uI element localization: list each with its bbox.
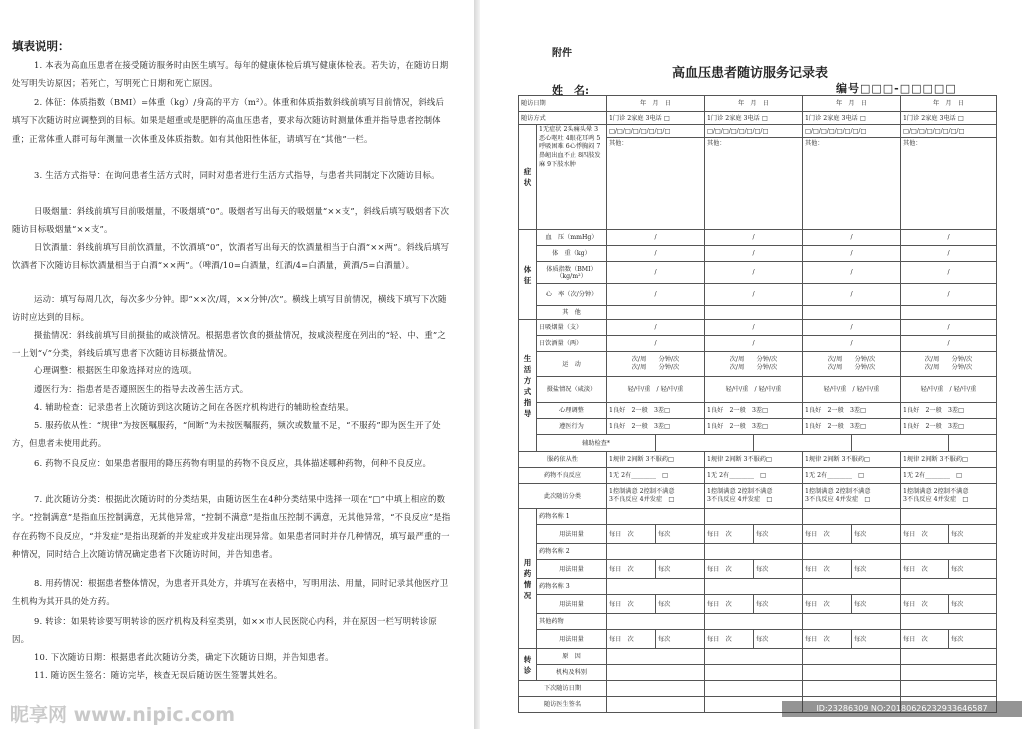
heart-rate-label: 心 率（次/分钟） bbox=[537, 284, 607, 306]
drug3-field-4[interactable] bbox=[901, 579, 997, 595]
usage2-daily-4[interactable]: 每日 次 bbox=[901, 560, 949, 579]
salt-field-1[interactable]: 轻/中/重 / 轻/中/重 bbox=[607, 377, 705, 403]
sign-other-label: 其 他 bbox=[537, 306, 607, 320]
instruction-para-salt: 摄盐情况：斜线前填写目前摄盐的咸淡情况。根据患者饮食的摄盐情况，按咸淡程度在列出的“轻、中、重”之一上划“√”分类，斜线后填写患者下次随访目标摄盐情况。 bbox=[12, 330, 446, 359]
salt-field-4[interactable]: 轻/中/重 / 轻/中/重 bbox=[901, 377, 997, 403]
weight-field-2[interactable]: / bbox=[705, 246, 803, 262]
form-row bbox=[519, 579, 997, 595]
form-row bbox=[519, 336, 997, 352]
instruction-para-3: 3. 生活方式指导：在询问患者生活方式时，同时对患者进行生活方式指导，与患者共同制定下次随访目标。 bbox=[34, 170, 440, 180]
heart-rate-field-2[interactable]: / bbox=[705, 284, 803, 306]
drug2-field-2[interactable] bbox=[705, 544, 803, 560]
drug2-label: 药物名称 2 bbox=[537, 544, 607, 560]
exercise-field-4[interactable] bbox=[901, 352, 997, 377]
visit-method-label: 随访方式 bbox=[519, 112, 607, 125]
drinking-field-3[interactable]: / bbox=[803, 336, 901, 352]
weight-label: 体 重（kg） bbox=[537, 246, 607, 262]
symptom-boxes-field-1[interactable]: □/□/□/□/□/□/□/□ bbox=[607, 125, 705, 138]
appendix-label: 附件 bbox=[552, 48, 572, 59]
usage2-each-2[interactable]: 每次 bbox=[754, 560, 803, 579]
smoking-field-1[interactable]: / bbox=[607, 320, 705, 336]
exercise-current: 次/周 分钟/次 bbox=[827, 356, 876, 363]
watermark-logo: 昵享网 www.nipic.com bbox=[10, 704, 236, 726]
form-row bbox=[519, 649, 997, 665]
form-title: 高血压患者随访服务记录表 bbox=[671, 66, 828, 81]
form-row bbox=[519, 509, 997, 525]
instruction-para-2: 2. 体征：体质指数（BMI）=体重（kg）/身高的平方（m²）。体重和体质指数斜线前填写目前情况，斜线后填写下次随访时应调整到的目标。如果是超重或是肥胖的高血压患者，要求每次随访时测量体重并指导患者控制体重；正常体重人群可每年测量一次体重及体质指数。如有其他阳性体征，请填写在“其他”一栏。 bbox=[12, 97, 445, 144]
usage3-each-3[interactable]: 每次 bbox=[852, 595, 901, 614]
form-row bbox=[519, 96, 997, 112]
salt-label: 摄盐情况（咸淡） bbox=[537, 377, 607, 403]
usage2-label: 用法用量 bbox=[537, 560, 607, 579]
symptom-other-field-4[interactable]: 其他： bbox=[901, 138, 997, 230]
form-row bbox=[519, 112, 997, 125]
exercise-current: 次/周 分钟/次 bbox=[631, 356, 680, 363]
next-date-field-4[interactable] bbox=[901, 681, 997, 697]
adverse-field-4[interactable]: 1无 2有________ □ bbox=[901, 468, 997, 484]
salt-field-3[interactable]: 轻/中/重 / 轻/中/重 bbox=[803, 377, 901, 403]
form-row bbox=[519, 262, 997, 284]
visit-date-field-1[interactable]: 年 月 日 bbox=[607, 96, 705, 112]
form-row bbox=[519, 377, 997, 403]
visit-date-field-4[interactable]: 年 月 日 bbox=[901, 96, 997, 112]
blood-pressure-field-3[interactable]: / bbox=[803, 230, 901, 246]
exercise-field-1[interactable] bbox=[607, 352, 705, 377]
adherence-label: 服药依从性 bbox=[519, 452, 607, 468]
blood-pressure-field-1[interactable]: / bbox=[607, 230, 705, 246]
symptom-boxes-field-3[interactable]: □/□/□/□/□/□/□/□ bbox=[803, 125, 901, 138]
usage3-daily-1[interactable]: 每日 次 bbox=[607, 595, 656, 614]
form-row bbox=[519, 630, 997, 649]
class-line-1: 1控制满意 2控制不满意 bbox=[805, 488, 871, 495]
compliance-field-3[interactable]: 1良好 2一般 3差□ bbox=[803, 419, 901, 435]
drinking-label: 日饮酒量（两） bbox=[537, 336, 607, 352]
instruction-para-11: 11. 随访医生签名：随访完毕，核查无误后随访医生签署其姓名。 bbox=[34, 670, 283, 680]
form-row bbox=[519, 125, 997, 138]
compliance-field-4[interactable]: 1良好 2一般 3差□ bbox=[901, 419, 997, 435]
compliance-field-1[interactable]: 1良好 2一般 3差□ bbox=[607, 419, 705, 435]
symptom-other-field-3[interactable]: 其他： bbox=[803, 138, 901, 230]
usage4-each-4[interactable]: 每次 bbox=[949, 630, 997, 649]
exercise-target: 次/周 分钟/次 bbox=[827, 364, 876, 371]
usage1-daily-2[interactable]: 每日 次 bbox=[705, 525, 754, 544]
sign-other-field-3[interactable] bbox=[803, 306, 901, 320]
drug1-field-2[interactable] bbox=[705, 509, 803, 525]
name-label: 姓 名: bbox=[552, 84, 590, 97]
class-line-2: 3不良反应 4并发症 □ bbox=[707, 496, 773, 503]
visit-method-field-2[interactable]: 1门诊 2家庭 3电话 □ bbox=[705, 112, 803, 125]
exercise-label: 运 动 bbox=[537, 352, 607, 377]
form-row bbox=[519, 468, 997, 484]
class-line-1: 1控制满意 2控制不满意 bbox=[903, 488, 969, 495]
aux-exam-field-3[interactable] bbox=[852, 435, 949, 452]
form-row bbox=[519, 435, 997, 452]
adverse-field-2[interactable]: 1无 2有________ □ bbox=[705, 468, 803, 484]
referral-org-label: 机构及科别 bbox=[537, 665, 607, 681]
usage1-daily-4[interactable]: 每日 次 bbox=[901, 525, 949, 544]
aux-exam-field-4[interactable] bbox=[949, 435, 997, 452]
exercise-current: 次/周 分钟/次 bbox=[924, 356, 973, 363]
usage1-each-2[interactable]: 每次 bbox=[754, 525, 803, 544]
form-row bbox=[519, 560, 997, 579]
class-line-2: 3不良反应 4并发症 □ bbox=[805, 496, 871, 503]
visit-method-field-4[interactable]: 1门诊 2家庭 3电话 □ bbox=[901, 112, 997, 125]
smoking-field-4[interactable]: / bbox=[901, 320, 997, 336]
instruction-para-10: 10. 下次随访日期：根据患者此次随访分类，确定下次随访日期，并告知患者。 bbox=[34, 652, 334, 662]
form-row bbox=[519, 352, 997, 377]
followup-class-field-4[interactable] bbox=[901, 484, 997, 509]
adherence-field-3[interactable]: 1规律 2间断 3不服药□ bbox=[803, 452, 901, 468]
usage1-daily-3[interactable]: 每日 次 bbox=[803, 525, 852, 544]
form-row bbox=[519, 246, 997, 262]
symptom-other-field-2[interactable]: 其他： bbox=[705, 138, 803, 230]
heart-rate-field-4[interactable]: / bbox=[901, 284, 997, 306]
psych-field-3[interactable]: 1良好 2一般 3差□ bbox=[803, 403, 901, 419]
visit-date-label: 随访日期 bbox=[519, 96, 607, 112]
aux-exam-field-2[interactable] bbox=[754, 435, 852, 452]
psych-field-4[interactable]: 1良好 2一般 3差□ bbox=[901, 403, 997, 419]
drinking-field-4[interactable]: / bbox=[901, 336, 997, 352]
heart-rate-field-3[interactable]: / bbox=[803, 284, 901, 306]
next-date-field-2[interactable] bbox=[705, 681, 803, 697]
form-row bbox=[519, 284, 997, 306]
drug1-field-3[interactable] bbox=[803, 509, 901, 525]
drinking-field-2[interactable]: / bbox=[705, 336, 803, 352]
referral-org-field-2[interactable] bbox=[705, 665, 803, 681]
usage4-daily-1[interactable]: 每日 次 bbox=[607, 630, 656, 649]
exercise-current: 次/周 分钟/次 bbox=[729, 356, 778, 363]
class-line-1: 1控制满意 2控制不满意 bbox=[609, 488, 675, 495]
class-line-2: 3不良反应 4并发症 □ bbox=[609, 496, 675, 503]
adverse-label: 药物不良反应 bbox=[519, 468, 607, 484]
aux-exam-field-1[interactable] bbox=[656, 435, 754, 452]
usage4-daily-3[interactable]: 每日 次 bbox=[803, 630, 852, 649]
followup-class-field-2[interactable] bbox=[705, 484, 803, 509]
referral-org-field-3[interactable] bbox=[803, 665, 901, 681]
blood-pressure-field-2[interactable]: / bbox=[705, 230, 803, 246]
bmi-field-4[interactable]: / bbox=[901, 262, 997, 284]
form-row bbox=[519, 320, 997, 336]
other-drug-field-3[interactable] bbox=[803, 614, 901, 630]
usage1-each-3[interactable]: 每次 bbox=[852, 525, 901, 544]
instruction-para-5: 5. 服药依从性：“规律”为按医嘱服药，“间断”为未按医嘱服药，频次或数量不足，“不服药”即为医生开了处方，但患者未使用此药。 bbox=[12, 420, 441, 449]
instruction-para-7: 7. 此次随访分类：根据此次随访时的分类结果，由随访医生在4种分类结果中选择一项在“□”中填上相应的数字。“控制满意”是指血压控制满意，无其他异常，“控制不满意”是指血压控制不满意，无其他异常，“不良反应”是指存在药物不良反应，“并发症”是指出现新的并发症或并发症出现异常。如果患者同时并存几种情况，填写最严重的一种情况，同时结合上次随访情况确定患者下次随访时间，并告知患者。 bbox=[12, 494, 451, 559]
visit-method-field-3[interactable]: 1门诊 2家庭 3电话 □ bbox=[803, 112, 901, 125]
instruction-para-exercise: 运动：填写每周几次，每次多少分钟。即“××次/周，××分钟/次”。横线上填写目前情况，横线下填写下次随访时应达到的目标。 bbox=[12, 294, 447, 323]
form-row bbox=[519, 681, 997, 697]
drug2-field-1[interactable] bbox=[607, 544, 705, 560]
drug3-field-3[interactable] bbox=[803, 579, 901, 595]
adherence-field-1[interactable]: 1规律 2间断 3不服药□ bbox=[607, 452, 705, 468]
symptom-list: 1无症状 2头痛头晕 3恶心呕吐 4眼花耳鸣 5呼吸困难 6心悸胸闷 7鼻衄出血不止 8四肢发麻 9下肢水肿 bbox=[537, 125, 607, 230]
usage2-each-1[interactable]: 每次 bbox=[656, 560, 705, 579]
exercise-field-3[interactable] bbox=[803, 352, 901, 377]
bmi-field-3[interactable]: / bbox=[803, 262, 901, 284]
usage3-each-4[interactable]: 每次 bbox=[949, 595, 997, 614]
usage3-each-1[interactable]: 每次 bbox=[656, 595, 705, 614]
sign-other-field-4[interactable] bbox=[901, 306, 997, 320]
instruction-para-8: 8. 用药情况：根据患者整体情况，为患者开具处方，并填写在表格中，写明用法、用量，同时记录其他医疗卫生机构为其开具的处方药。 bbox=[12, 578, 449, 607]
instruction-para-compliance: 遵医行为：指患者是否遵照医生的指导去改善生活方式。 bbox=[34, 384, 249, 394]
next-date-field-1[interactable] bbox=[607, 681, 705, 697]
adherence-field-2[interactable]: 1规律 2间断 3不服药□ bbox=[705, 452, 803, 468]
form-row bbox=[519, 230, 997, 246]
instruction-para-4: 4. 辅助检查：记录患者上次随访到这次随访之间在各医疗机构进行的辅助检查结果。 bbox=[34, 402, 354, 412]
smoking-label: 日吸烟量（支） bbox=[537, 320, 607, 336]
symptom-other-field-1[interactable]: 其他： bbox=[607, 138, 705, 230]
exercise-target: 次/周 分钟/次 bbox=[631, 364, 680, 371]
form-row bbox=[519, 452, 997, 468]
drug3-label: 药物名称 3 bbox=[537, 579, 607, 595]
instruction-para-1: 1. 本表为高血压患者在接受随访服务时由医生填写。每年的健康体检后填写健康体检表。若失访，在随访日期处写明失访原因；若死亡，写明死亡日期和死亡原因。 bbox=[12, 60, 449, 89]
form-row bbox=[519, 544, 997, 560]
psych-field-2[interactable]: 1良好 2一般 3差□ bbox=[705, 403, 803, 419]
symptom-boxes-field-4[interactable]: □/□/□/□/□/□/□/□ bbox=[901, 125, 997, 138]
psych-label: 心理调整 bbox=[537, 403, 607, 419]
drug2-field-4[interactable] bbox=[901, 544, 997, 560]
number-label: 编号□□□-□□□□□ bbox=[836, 82, 957, 95]
medication-category: 用 药 情 况 bbox=[519, 509, 537, 649]
instruction-para-smoking: 日吸烟量：斜线前填写目前吸烟量，不吸烟填“0”。吸烟者写出每天的吸烟量“××支”，斜线后填写吸烟者下次随访目标吸烟量“××支”。 bbox=[12, 206, 450, 235]
drug1-field-4[interactable] bbox=[901, 509, 997, 525]
symptom-category: 症 状 bbox=[519, 125, 537, 230]
referral-reason-field-3[interactable] bbox=[803, 649, 901, 665]
form-row bbox=[519, 484, 997, 509]
usage1-daily-1[interactable]: 每日 次 bbox=[607, 525, 656, 544]
drug3-field-2[interactable] bbox=[705, 579, 803, 595]
instruction-para-9: 9. 转诊：如果转诊要写明转诊的医疗机构及科室类别，如××市人民医院心内科，并在原因一栏写明转诊原因。 bbox=[12, 616, 437, 645]
class-line-1: 1控制满意 2控制不满意 bbox=[707, 488, 773, 495]
visit-method-field-1[interactable]: 1门诊 2家庭 3电话 □ bbox=[607, 112, 705, 125]
sign-category: 体 征 bbox=[519, 230, 537, 320]
blood-pressure-label: 血 压（mmHg） bbox=[537, 230, 607, 246]
form-page bbox=[480, 0, 1024, 729]
usage4-label: 用法用量 bbox=[537, 630, 607, 649]
form-row bbox=[519, 419, 997, 435]
other-drug-field-1[interactable] bbox=[607, 614, 705, 630]
instruction-para-drinking: 日饮酒量：斜线前填写目前饮酒量，不饮酒填“0”，饮酒者写出每天的饮酒量相当于白酒“××两”。斜线后填写饮酒者下次随访目标饮酒量相当于白酒“××两”。（啤酒/10=白酒量，红酒/4=白酒量，黄酒/5=白酒量）。 bbox=[12, 242, 450, 271]
usage1-label: 用法用量 bbox=[537, 525, 607, 544]
usage4-daily-2[interactable]: 每日 次 bbox=[705, 630, 754, 649]
sign-other-field-1[interactable] bbox=[607, 306, 705, 320]
drug1-field-1[interactable] bbox=[607, 509, 705, 525]
followup-record-table bbox=[518, 95, 997, 713]
usage3-daily-2[interactable]: 每日 次 bbox=[705, 595, 754, 614]
usage1-each-1[interactable]: 每次 bbox=[656, 525, 705, 544]
form-row bbox=[519, 306, 997, 320]
usage1-each-4[interactable]: 每次 bbox=[949, 525, 997, 544]
instructions-heading: 填表说明： bbox=[12, 39, 70, 53]
followup-class-label: 此次随访分类 bbox=[519, 484, 607, 509]
smoking-field-3[interactable]: / bbox=[803, 320, 901, 336]
instructions-page bbox=[0, 0, 474, 729]
usage2-daily-3[interactable]: 每日 次 bbox=[803, 560, 852, 579]
salt-field-2[interactable]: 轻/中/重 / 轻/中/重 bbox=[705, 377, 803, 403]
usage4-each-1[interactable]: 每次 bbox=[656, 630, 705, 649]
other-drug-field-2[interactable] bbox=[705, 614, 803, 630]
image-id-tag: ID:23286309 NO:20180626232933646587 bbox=[782, 701, 1022, 717]
weight-field-1[interactable]: / bbox=[607, 246, 705, 262]
usage4-daily-4[interactable]: 每日 次 bbox=[901, 630, 949, 649]
drug3-field-1[interactable] bbox=[607, 579, 705, 595]
visit-date-field-2[interactable]: 年 月 日 bbox=[705, 96, 803, 112]
exercise-target: 次/周 分钟/次 bbox=[924, 364, 973, 371]
usage4-each-2[interactable]: 每次 bbox=[754, 630, 803, 649]
bmi-field-2[interactable]: / bbox=[705, 262, 803, 284]
sign-other-field-2[interactable] bbox=[705, 306, 803, 320]
blood-pressure-field-4[interactable]: / bbox=[901, 230, 997, 246]
compliance-field-2[interactable]: 1良好 2一般 3差□ bbox=[705, 419, 803, 435]
heart-rate-field-1[interactable]: / bbox=[607, 284, 705, 306]
symptom-boxes-field-2[interactable]: □/□/□/□/□/□/□/□ bbox=[705, 125, 803, 138]
drug2-field-3[interactable] bbox=[803, 544, 901, 560]
usage3-each-2[interactable]: 每次 bbox=[754, 595, 803, 614]
exercise-target: 次/周 分钟/次 bbox=[729, 364, 778, 371]
doctor-signature-label: 随访医生签名 bbox=[519, 697, 607, 713]
referral-org-field-1[interactable] bbox=[607, 665, 705, 681]
smoking-field-2[interactable]: / bbox=[705, 320, 803, 336]
usage3-daily-4[interactable]: 每日 次 bbox=[901, 595, 949, 614]
other-drug-label: 其他药物 bbox=[537, 614, 607, 630]
class-line-2: 3不良反应 4并发症 □ bbox=[903, 496, 969, 503]
form-row bbox=[519, 403, 997, 419]
visit-date-field-3[interactable]: 年 月 日 bbox=[803, 96, 901, 112]
usage4-each-3[interactable]: 每次 bbox=[852, 630, 901, 649]
bmi-field-1[interactable]: / bbox=[607, 262, 705, 284]
form-row bbox=[519, 665, 997, 681]
weight-field-4[interactable]: / bbox=[901, 246, 997, 262]
weight-field-3[interactable]: / bbox=[803, 246, 901, 262]
adverse-field-1[interactable]: 1无 2有________ □ bbox=[607, 468, 705, 484]
followup-class-field-3[interactable] bbox=[803, 484, 901, 509]
form-row bbox=[519, 614, 997, 630]
referral-reason-label: 原 因 bbox=[537, 649, 607, 665]
drinking-field-1[interactable]: / bbox=[607, 336, 705, 352]
usage2-daily-2[interactable]: 每日 次 bbox=[705, 560, 754, 579]
usage3-label: 用法用量 bbox=[537, 595, 607, 614]
compliance-label: 遵医行为 bbox=[537, 419, 607, 435]
other-drug-field-4[interactable] bbox=[901, 614, 997, 630]
next-date-label: 下次随访日期 bbox=[519, 681, 607, 697]
instruction-para-6: 6. 药物不良反应：如果患者服用的降压药物有明显的药物不良反应，具体描述哪种药物，何种不良反应。 bbox=[34, 458, 432, 468]
form-row bbox=[519, 595, 997, 614]
referral-reason-field-1[interactable] bbox=[607, 649, 705, 665]
referral-category: 转 诊 bbox=[519, 649, 537, 681]
bmi-label: 体质指数（BMI）（kg/m²） bbox=[537, 262, 607, 284]
doctor-signature-field-1[interactable] bbox=[607, 697, 705, 713]
instruction-para-psych: 心理调整：根据医生印象选择对应的选项。 bbox=[34, 365, 197, 375]
referral-reason-field-4[interactable] bbox=[901, 649, 997, 665]
usage2-each-3[interactable]: 每次 bbox=[852, 560, 901, 579]
form-row bbox=[519, 525, 997, 544]
adverse-field-3[interactable]: 1无 2有________ □ bbox=[803, 468, 901, 484]
followup-class-field-1[interactable] bbox=[607, 484, 705, 509]
referral-org-field-4[interactable] bbox=[901, 665, 997, 681]
lifestyle-category: 生 活 方 式 指 导 bbox=[519, 320, 537, 452]
referral-reason-field-2[interactable] bbox=[705, 649, 803, 665]
usage3-daily-3[interactable]: 每日 次 bbox=[803, 595, 852, 614]
next-date-field-3[interactable] bbox=[803, 681, 901, 697]
adherence-field-4[interactable]: 1规律 2间断 3不服药□ bbox=[901, 452, 997, 468]
drug1-label: 药物名称 1 bbox=[537, 509, 607, 525]
psych-field-1[interactable]: 1良好 2一般 3差□ bbox=[607, 403, 705, 419]
exercise-field-2[interactable] bbox=[705, 352, 803, 377]
aux-exam-label: 辅助检查* bbox=[537, 435, 656, 452]
usage2-daily-1[interactable]: 每日 次 bbox=[607, 560, 656, 579]
usage2-each-4[interactable]: 每次 bbox=[949, 560, 997, 579]
